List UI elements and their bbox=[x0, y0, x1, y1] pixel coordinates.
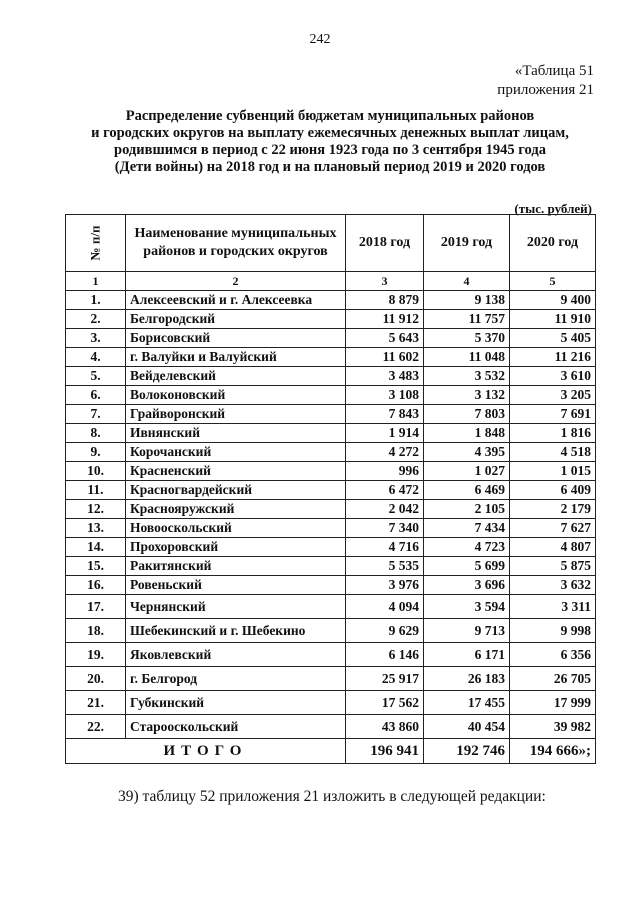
value-2018: 11 912 bbox=[346, 310, 424, 329]
header-2020: 2020 год bbox=[510, 215, 596, 272]
total-label: ИТОГО bbox=[66, 739, 346, 764]
page-number: 242 bbox=[309, 32, 331, 47]
table-reference bbox=[497, 62, 594, 100]
value-2019: 11 757 bbox=[424, 310, 510, 329]
district-name: Борисовский bbox=[126, 329, 346, 348]
row-number: 11. bbox=[66, 481, 126, 500]
row-number: 13. bbox=[66, 519, 126, 538]
value-2019: 9 138 bbox=[424, 291, 510, 310]
total-2020: 194 666»; bbox=[510, 739, 596, 764]
table-row bbox=[66, 329, 596, 348]
col-number: 1 bbox=[66, 272, 126, 291]
row-number: 9. bbox=[66, 443, 126, 462]
value-2018: 5 643 bbox=[346, 329, 424, 348]
value-2018: 43 860 bbox=[346, 715, 424, 739]
value-2020: 4 807 bbox=[510, 538, 596, 557]
value-2018: 7 340 bbox=[346, 519, 424, 538]
table-ref-line-1: «Таблица 51 bbox=[514, 63, 594, 79]
value-2020: 6 409 bbox=[510, 481, 596, 500]
row-number: 21. bbox=[66, 691, 126, 715]
header-2018: 2018 год bbox=[346, 215, 424, 272]
value-2020: 5 405 bbox=[510, 329, 596, 348]
value-2019: 7 803 bbox=[424, 405, 510, 424]
table-row bbox=[66, 424, 596, 443]
value-2019: 3 132 bbox=[424, 386, 510, 405]
value-2020: 1 816 bbox=[510, 424, 596, 443]
title-line-4: (Дети войны) на 2018 год и на плановый период 2019 и 2020 годов bbox=[114, 159, 546, 175]
value-2019: 1 848 bbox=[424, 424, 510, 443]
value-2018: 3 108 bbox=[346, 386, 424, 405]
district-name: Корочанский bbox=[126, 443, 346, 462]
value-2019: 3 696 bbox=[424, 576, 510, 595]
value-2020: 11 216 bbox=[510, 348, 596, 367]
value-2020: 1 015 bbox=[510, 462, 596, 481]
value-2018: 17 562 bbox=[346, 691, 424, 715]
value-2020: 4 518 bbox=[510, 443, 596, 462]
district-name: Грайворонский bbox=[126, 405, 346, 424]
value-2019: 1 027 bbox=[424, 462, 510, 481]
value-2018: 1 914 bbox=[346, 424, 424, 443]
header-num: № п/п bbox=[66, 215, 126, 272]
value-2018: 996 bbox=[346, 462, 424, 481]
row-number: 10. bbox=[66, 462, 126, 481]
total-row bbox=[66, 739, 596, 764]
district-name: г. Валуйки и Валуйский bbox=[126, 348, 346, 367]
value-2019: 11 048 bbox=[424, 348, 510, 367]
table-row bbox=[66, 443, 596, 462]
row-number: 18. bbox=[66, 619, 126, 643]
row-number: 17. bbox=[66, 595, 126, 619]
value-2019: 2 105 bbox=[424, 500, 510, 519]
table-body bbox=[66, 291, 596, 739]
value-2019: 26 183 bbox=[424, 667, 510, 691]
row-number: 20. bbox=[66, 667, 126, 691]
district-name: Алексеевский и г. Алексеевка bbox=[126, 291, 346, 310]
value-2018: 3 976 bbox=[346, 576, 424, 595]
district-name: Красненский bbox=[126, 462, 346, 481]
col-number: 3 bbox=[346, 272, 424, 291]
value-2019: 3 532 bbox=[424, 367, 510, 386]
title-line-2: и городских округов на выплату ежемесячных денежных выплат лицам, bbox=[91, 125, 569, 141]
district-name: Прохоровский bbox=[126, 538, 346, 557]
value-2020: 7 627 bbox=[510, 519, 596, 538]
value-2020: 11 910 bbox=[510, 310, 596, 329]
value-2020: 26 705 bbox=[510, 667, 596, 691]
table-row bbox=[66, 310, 596, 329]
district-name: Яковлевский bbox=[126, 643, 346, 667]
value-2019: 3 594 bbox=[424, 595, 510, 619]
district-name: Шебекинский и г. Шебекино bbox=[126, 619, 346, 643]
table-row bbox=[66, 519, 596, 538]
footer-instruction: 39) таблицу 52 приложения 21 изложить в следующей редакции: bbox=[118, 788, 546, 805]
district-name: Красногвардейский bbox=[126, 481, 346, 500]
col-number: 4 bbox=[424, 272, 510, 291]
district-name: Вейделевский bbox=[126, 367, 346, 386]
value-2019: 5 370 bbox=[424, 329, 510, 348]
value-2019: 4 395 bbox=[424, 443, 510, 462]
col-number: 2 bbox=[126, 272, 346, 291]
table-row bbox=[66, 386, 596, 405]
table-row bbox=[66, 643, 596, 667]
row-number: 6. bbox=[66, 386, 126, 405]
value-2019: 6 171 bbox=[424, 643, 510, 667]
value-2020: 7 691 bbox=[510, 405, 596, 424]
row-number: 8. bbox=[66, 424, 126, 443]
value-2018: 8 879 bbox=[346, 291, 424, 310]
value-2019: 4 723 bbox=[424, 538, 510, 557]
title-line-1: Распределение субвенций бюджетам муниципальных районов bbox=[125, 108, 535, 124]
value-2019: 5 699 bbox=[424, 557, 510, 576]
value-2020: 5 875 bbox=[510, 557, 596, 576]
table-row bbox=[66, 500, 596, 519]
value-2020: 6 356 bbox=[510, 643, 596, 667]
column-number-row bbox=[66, 272, 596, 291]
value-2018: 5 535 bbox=[346, 557, 424, 576]
value-2019: 7 434 bbox=[424, 519, 510, 538]
district-name: Чернянский bbox=[126, 595, 346, 619]
table-row bbox=[66, 715, 596, 739]
value-2018: 3 483 bbox=[346, 367, 424, 386]
district-name: Белгородский bbox=[126, 310, 346, 329]
header-name: Наименование муниципальных районов и городских округов bbox=[126, 215, 346, 272]
subsidy-table bbox=[65, 214, 596, 764]
units-label: (тыс. рублей) bbox=[514, 201, 592, 216]
table-row bbox=[66, 557, 596, 576]
district-name: Губкинский bbox=[126, 691, 346, 715]
value-2020: 39 982 bbox=[510, 715, 596, 739]
value-2020: 3 205 bbox=[510, 386, 596, 405]
value-2020: 9 400 bbox=[510, 291, 596, 310]
row-number: 7. bbox=[66, 405, 126, 424]
table-row bbox=[66, 367, 596, 386]
value-2018: 6 146 bbox=[346, 643, 424, 667]
table-ref-line-2: приложения 21 bbox=[497, 82, 594, 98]
value-2018: 6 472 bbox=[346, 481, 424, 500]
total-2018: 196 941 bbox=[346, 739, 424, 764]
value-2020: 2 179 bbox=[510, 500, 596, 519]
row-number: 16. bbox=[66, 576, 126, 595]
row-number: 19. bbox=[66, 643, 126, 667]
table-row bbox=[66, 481, 596, 500]
value-2018: 4 716 bbox=[346, 538, 424, 557]
table-row bbox=[66, 291, 596, 310]
district-name: Новооскольский bbox=[126, 519, 346, 538]
table-row bbox=[66, 538, 596, 557]
district-name: Ракитянский bbox=[126, 557, 346, 576]
row-number: 1. bbox=[66, 291, 126, 310]
value-2020: 3 311 bbox=[510, 595, 596, 619]
row-number: 2. bbox=[66, 310, 126, 329]
district-name: Краснояружский bbox=[126, 500, 346, 519]
table-header-row bbox=[66, 215, 596, 272]
value-2019: 17 455 bbox=[424, 691, 510, 715]
row-number: 4. bbox=[66, 348, 126, 367]
value-2019: 40 454 bbox=[424, 715, 510, 739]
value-2018: 25 917 bbox=[346, 667, 424, 691]
table-row bbox=[66, 595, 596, 619]
row-number: 12. bbox=[66, 500, 126, 519]
value-2018: 2 042 bbox=[346, 500, 424, 519]
table-row bbox=[66, 619, 596, 643]
value-2020: 3 610 bbox=[510, 367, 596, 386]
table-row bbox=[66, 405, 596, 424]
document-title bbox=[60, 108, 600, 176]
table-row bbox=[66, 348, 596, 367]
table-row bbox=[66, 462, 596, 481]
table-row bbox=[66, 691, 596, 715]
value-2018: 7 843 bbox=[346, 405, 424, 424]
row-number: 15. bbox=[66, 557, 126, 576]
district-name: г. Белгород bbox=[126, 667, 346, 691]
header-2019: 2019 год bbox=[424, 215, 510, 272]
value-2018: 11 602 bbox=[346, 348, 424, 367]
value-2018: 4 094 bbox=[346, 595, 424, 619]
row-number: 3. bbox=[66, 329, 126, 348]
row-number: 22. bbox=[66, 715, 126, 739]
value-2020: 3 632 bbox=[510, 576, 596, 595]
title-line-3: родившимся в период с 22 июня 1923 года по 3 сентября 1945 года bbox=[114, 142, 546, 158]
district-name: Волоконовский bbox=[126, 386, 346, 405]
row-number: 5. bbox=[66, 367, 126, 386]
value-2020: 9 998 bbox=[510, 619, 596, 643]
value-2019: 9 713 bbox=[424, 619, 510, 643]
value-2019: 6 469 bbox=[424, 481, 510, 500]
table-row bbox=[66, 667, 596, 691]
row-number: 14. bbox=[66, 538, 126, 557]
value-2018: 4 272 bbox=[346, 443, 424, 462]
district-name: Ивнянский bbox=[126, 424, 346, 443]
table-row bbox=[66, 576, 596, 595]
district-name: Старооскольский bbox=[126, 715, 346, 739]
district-name: Ровеньский bbox=[126, 576, 346, 595]
value-2018: 9 629 bbox=[346, 619, 424, 643]
col-number: 5 bbox=[510, 272, 596, 291]
value-2020: 17 999 bbox=[510, 691, 596, 715]
total-2019: 192 746 bbox=[424, 739, 510, 764]
